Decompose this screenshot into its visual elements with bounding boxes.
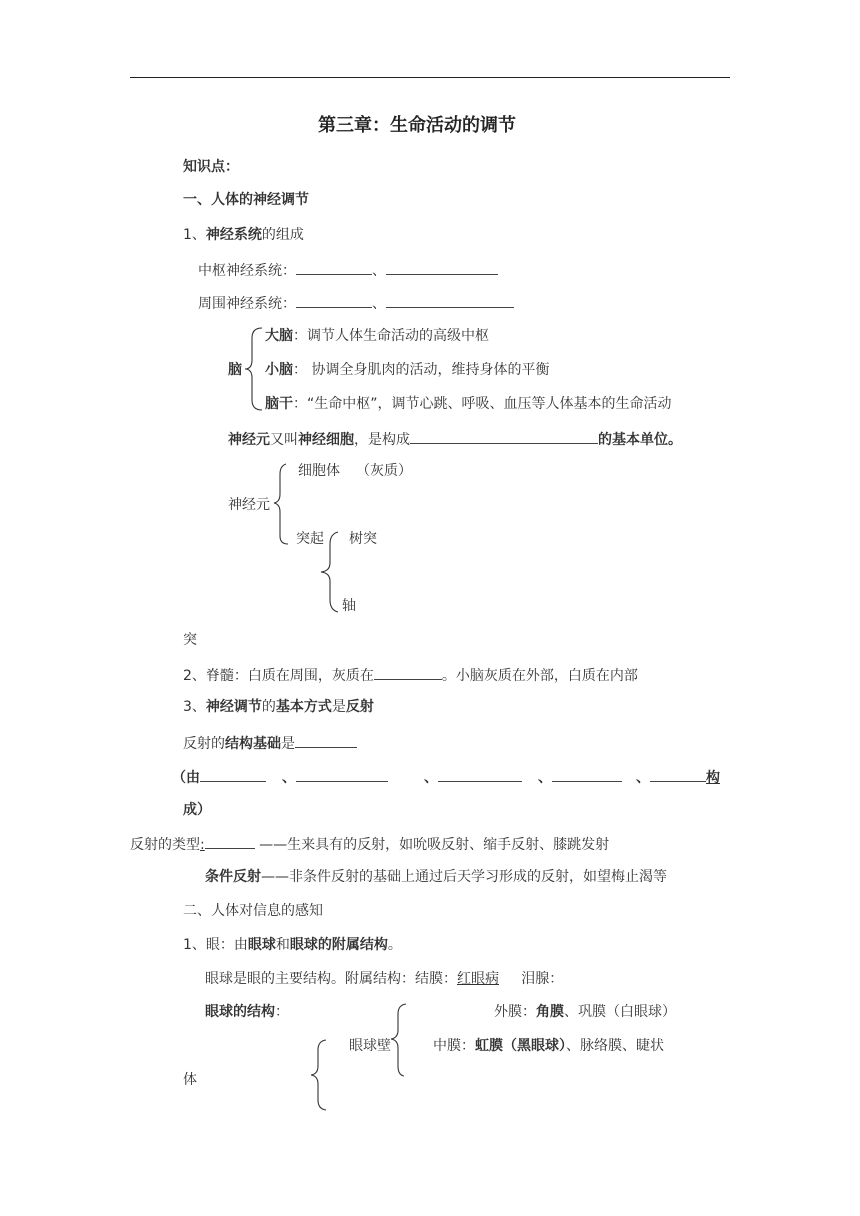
fill-blank[interactable]: [205, 834, 255, 849]
item2-line: 2、脊髓：白质在周围，灰质在 。小脑灰质在外部，白质在内部: [183, 665, 638, 685]
peripheral-nervous-line: 周围神经系统： 、: [198, 293, 514, 313]
brain-label: 脑: [228, 362, 242, 378]
item3-line: 3、神经调节的基本方式是反射: [183, 699, 374, 715]
brainstem-line: 脑干：“生命中枢”，调节心跳、呼吸、血压等人体基本的生命活动: [265, 396, 672, 412]
eyeball-wall-brace: [390, 1002, 410, 1078]
neuron-label: 神经元: [228, 497, 270, 513]
eyeball-wall-label: 眼球壁: [349, 1038, 391, 1054]
central-nervous-line: 中枢神经系统： 、: [198, 260, 498, 280]
fill-blank[interactable]: [552, 767, 622, 782]
process-label: 突起: [296, 531, 324, 547]
fill-blank[interactable]: [295, 733, 357, 748]
cerebrum-line: 大脑：调节人体生命活动的高级中枢: [265, 328, 489, 344]
reflex-parts-line: （由 、 、 、 、 构: [172, 767, 720, 787]
eyeball-main-line: 眼球是眼的主要结构。附属结构：结膜：红眼病 泪腺：: [205, 971, 564, 987]
conditioned-reflex-line: 条件反射——非条件反射的基础上通过后天学习形成的反射，如望梅止渴等: [205, 869, 667, 885]
reflex-basis-line: 反射的结构基础是: [183, 733, 357, 753]
fill-blank[interactable]: [200, 767, 266, 782]
item1-line: 1、神经系统的组成: [183, 227, 304, 243]
process-brace: [318, 530, 340, 614]
fill-blank[interactable]: [386, 260, 498, 275]
cerebellum-line: 小脑： 协调全身肌肉的活动，维持身体的平衡: [265, 362, 550, 378]
page-title: 第三章：生命活动的调节: [318, 115, 516, 136]
fill-blank[interactable]: [386, 293, 514, 308]
fill-blank[interactable]: [296, 767, 388, 782]
neuron-sentence: 神经元又叫神经细胞，是构成 的基本单位。: [228, 429, 682, 449]
dendrite-label: 树突: [349, 531, 377, 547]
axon-label-bottom: 突: [183, 632, 197, 648]
section2-heading: 二、人体对信息的感知: [183, 903, 323, 919]
neuron-brace: [272, 462, 292, 546]
section1-heading: 一、人体的神经调节: [183, 192, 309, 208]
reflex-types-line: 反射的类型: ——生来具有的反射，如吮吸反射、缩手反射、膝跳发射: [130, 834, 609, 854]
axon-label-top: 轴: [342, 598, 356, 614]
middle-membrane-wrap: 体: [183, 1072, 197, 1088]
fill-blank[interactable]: [296, 260, 372, 275]
fill-blank[interactable]: [410, 429, 598, 444]
header-rule: [130, 77, 730, 78]
cell-body-line: 细胞体 （灰质）: [298, 463, 412, 479]
fill-blank[interactable]: [296, 293, 372, 308]
knowledge-heading: 知识点：: [183, 159, 239, 175]
fill-blank[interactable]: [650, 767, 706, 782]
eyeball-structure-label: 眼球的结构：: [205, 1004, 289, 1020]
outer-membrane-line: 外膜：角膜、巩膜（白眼球）: [494, 1004, 676, 1020]
fill-blank[interactable]: [438, 767, 522, 782]
reflex-parts-end: 成）: [183, 802, 211, 818]
eye-line: 1、眼：由眼球和眼球的附属结构。: [183, 937, 402, 953]
eyeball-structure-brace: [310, 1038, 330, 1112]
fill-blank[interactable]: [374, 665, 442, 680]
middle-membrane-line: 中膜：虹膜（黑眼球）、脉络膜、睫状: [433, 1038, 664, 1054]
brain-brace: [244, 326, 264, 412]
